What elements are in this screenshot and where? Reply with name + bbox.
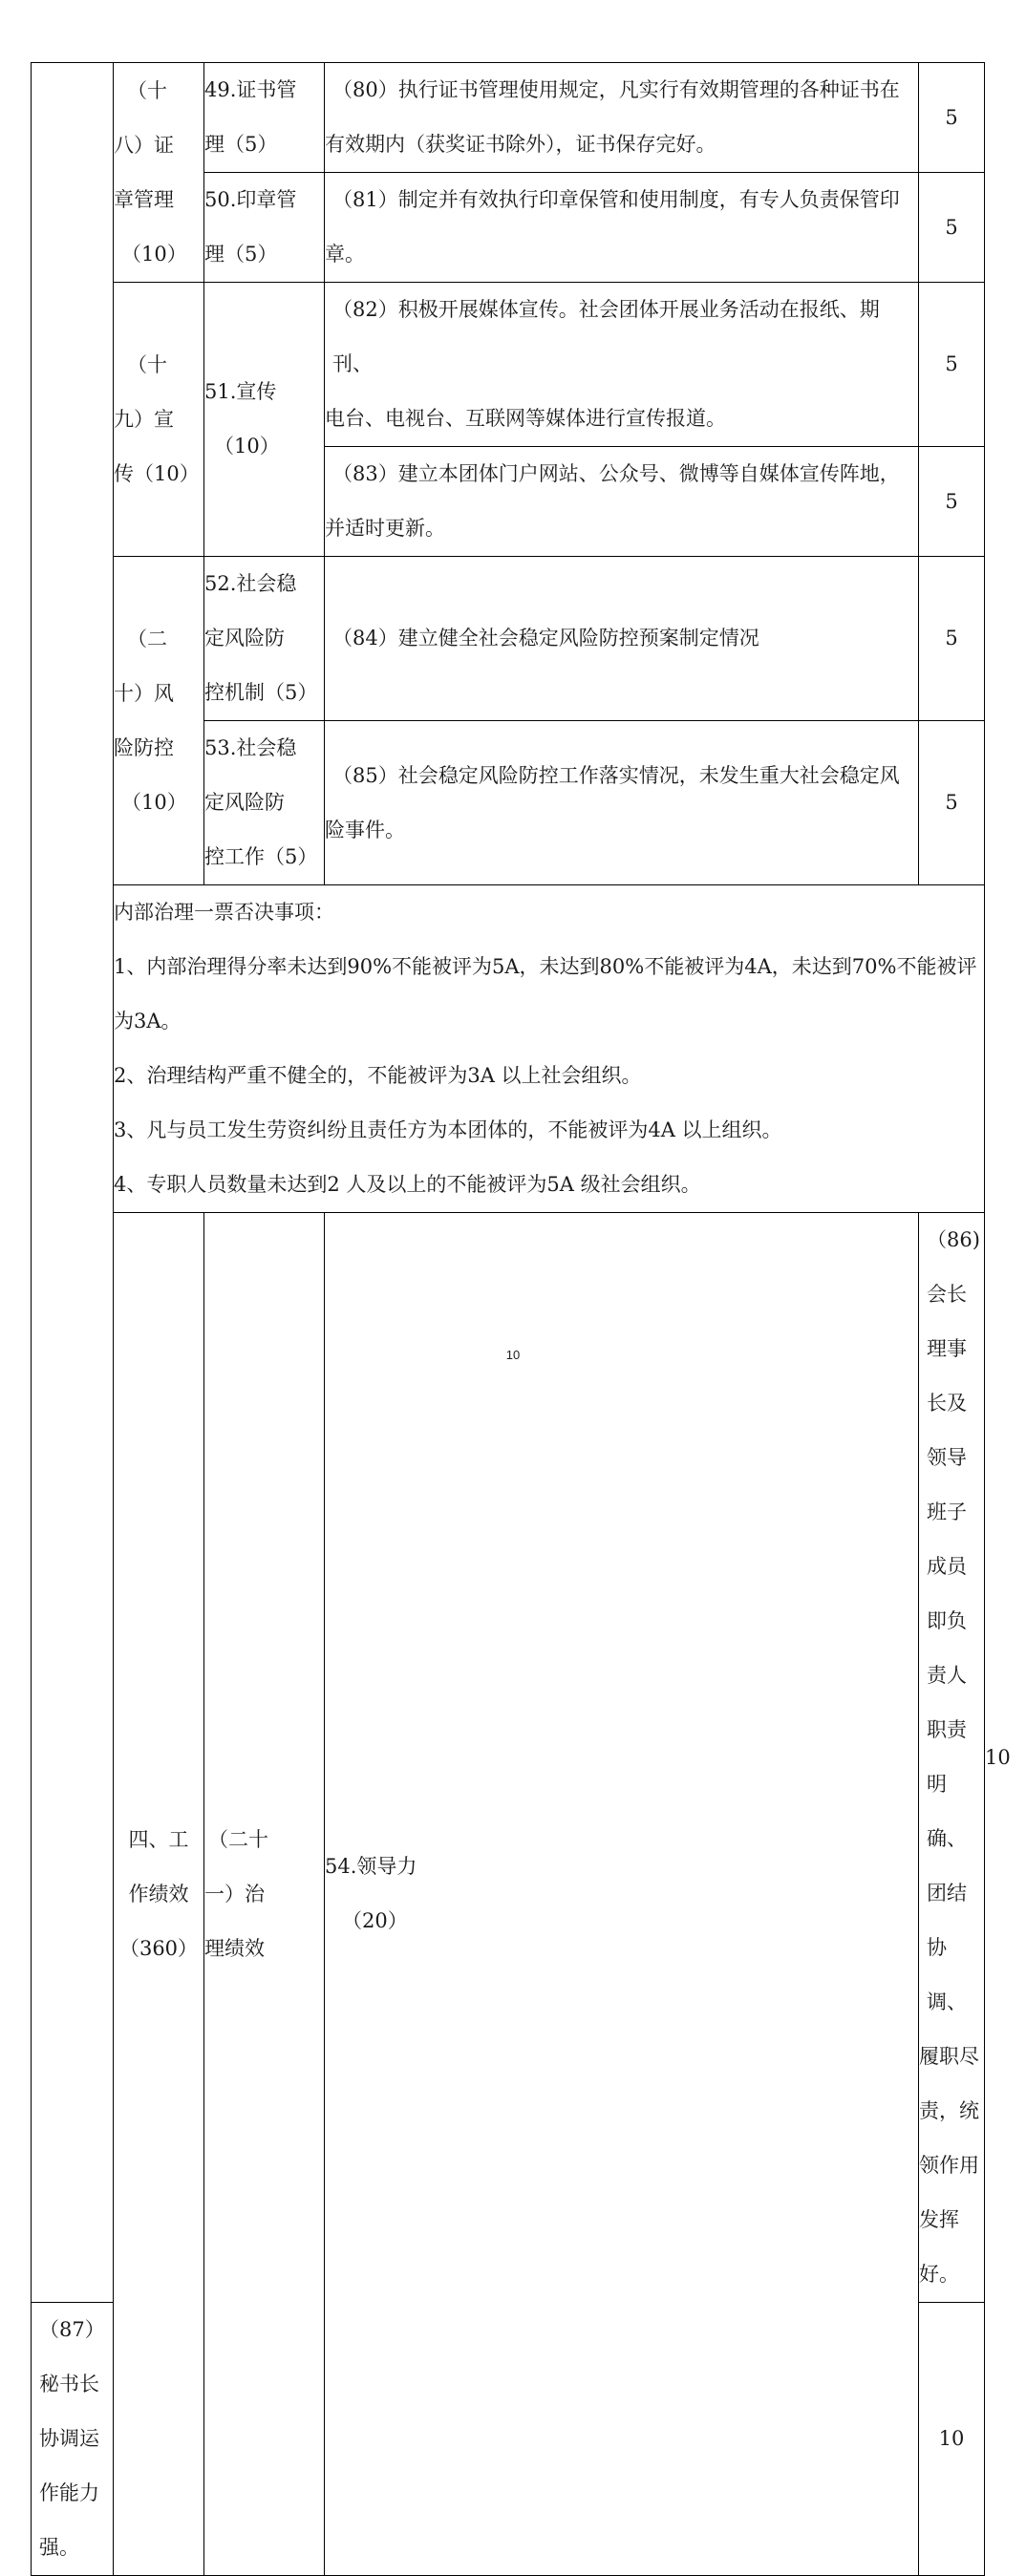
section-20-title: （二 十）风 险防控 （10） xyxy=(114,557,204,885)
table-row: 四、工 作绩效 （360） （二十 一）治 理绩效 54.领导力 （20） （86)会长理事长及领导班子成员即负责人职责明确、团结协调、 履职尽责，统领作用发挥好。 10 xyxy=(32,1213,985,2303)
criterion-86: （86)会长理事长及领导班子成员即负责人职责明确、团结协调、 履职尽责，统领作用发挥好。 xyxy=(919,1213,985,2303)
evaluation-table xyxy=(31,62,1011,2576)
page-number: 10 xyxy=(505,1348,521,1362)
score-84: 5 xyxy=(919,557,985,721)
table-row xyxy=(32,283,985,447)
veto-heading: 内部治理一票否决事项： xyxy=(114,901,334,924)
criterion-83: （83）建立本团体门户网站、公众号、微博等自媒体宣传阵地， 并适时更新。 xyxy=(325,447,919,557)
item-51: 51.宣传 （10） xyxy=(204,283,325,557)
score-83: 5 xyxy=(919,447,985,557)
score-87: 10 xyxy=(919,2303,985,2576)
veto-notes xyxy=(114,885,985,1213)
score-82: 5 xyxy=(919,283,985,447)
score-85: 5 xyxy=(919,721,985,885)
table-row xyxy=(32,63,985,173)
veto-rule-4: 4、专职人员数量未达到2 人及以上的不能被评为5A 级社会组织。 xyxy=(114,1173,701,1196)
item-49: 49.证书管 理（5） xyxy=(204,63,325,173)
criterion-82: （82）积极开展媒体宣传。社会团体开展业务活动在报纸、期刊、 电台、电视台、互联网等媒体进行宣传报道。 xyxy=(325,283,919,447)
section-21-title: （二十 一）治 理绩效 xyxy=(204,1213,325,2576)
score-80: 5 xyxy=(919,63,985,173)
table-row xyxy=(32,885,985,1213)
item-50: 50.印章管 理（5） xyxy=(204,173,325,283)
item-54: 54.领导力 （20） xyxy=(325,1213,919,2576)
veto-rule-2: 2、治理结构严重不健全的，不能被评为3A 以上社会组织。 xyxy=(114,1064,642,1087)
table-row xyxy=(32,557,985,721)
veto-rule-1: 1、内部治理得分率未达到90%不能被评为5A，未达到80%不能被评为4A，未达到70%不能被评 xyxy=(114,955,977,978)
category-4-title: 四、工 作绩效 （360） xyxy=(114,1213,204,2576)
section-19-title: （十 九）宣 传（10） xyxy=(114,283,204,557)
veto-rule-1-cont: 为3A。 xyxy=(114,1010,182,1033)
criterion-87: （87）秘书长协调运作能力强。 xyxy=(32,2303,114,2576)
section-18-title: （十 八）证 章管理 （10） xyxy=(114,63,204,283)
veto-rule-3: 3、凡与员工发生劳资纠纷且责任方为本团体的，不能被评为4A 以上组织。 xyxy=(114,1118,782,1141)
item-53: 53.社会稳 定风险防 控工作（5） xyxy=(204,721,325,885)
score-81: 5 xyxy=(919,173,985,283)
item-52: 52.社会稳 定风险防 控机制（5） xyxy=(204,557,325,721)
criterion-80: （80）执行证书管理使用规定，凡实行有效期管理的各种证书在 有效期内（获奖证书除外），证书保存完好。 xyxy=(325,63,919,173)
category-cell-empty xyxy=(32,63,114,2303)
criterion-84: （84）建立健全社会稳定风险防控预案制定情况 xyxy=(325,557,919,721)
criterion-85: （85）社会稳定风险防控工作落实情况，未发生重大社会稳定风 险事件。 xyxy=(325,721,919,885)
criterion-81: （81）制定并有效执行印章保管和使用制度，有专人负责保管印 章。 xyxy=(325,173,919,283)
